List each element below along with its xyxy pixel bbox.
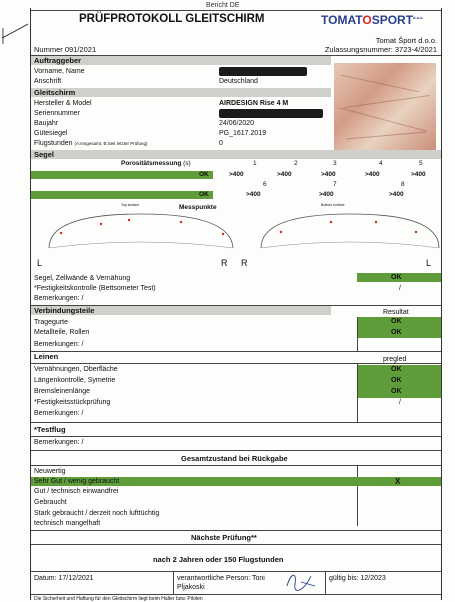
messpunkte-label: Messpunkte xyxy=(179,204,217,211)
label-vorname-name: Vorname, Name xyxy=(34,68,85,75)
porositaet-label xyxy=(121,161,191,168)
value-metallteile: OK xyxy=(391,329,402,336)
measure-number-8: 8 xyxy=(401,181,405,188)
brand-part-2: O xyxy=(362,13,372,27)
diagram-label-l-left: L xyxy=(37,258,43,268)
redacted-serial xyxy=(219,109,323,118)
page-title: PRÜFPROTOKOLL GLEITSCHIRM xyxy=(79,13,265,25)
section-leinen: Leinen xyxy=(34,352,59,361)
brand-part-1: TOMAT xyxy=(321,13,363,27)
value-festigkeitsstueck: / xyxy=(399,399,401,406)
diagram-label-r-2: R xyxy=(241,258,248,268)
section-naechste-pruefung: Nächste Prüfung** xyxy=(191,533,257,542)
measure-value-7: >400 xyxy=(319,191,334,198)
section-gesamtzustand: Gesamtzustand bei Rückgabe xyxy=(181,454,288,463)
top-surface-label: Top surface xyxy=(121,203,140,207)
value-tragegurte: OK xyxy=(391,318,402,325)
segel-bemerkungen: Bemerkungen: / xyxy=(34,295,84,302)
label-flugstunden xyxy=(34,140,148,147)
zustand-option-stark-gebraucht: Stark gebraucht / derzeit noch lufttüchtig xyxy=(34,510,160,517)
pen-stroke-mark xyxy=(0,18,30,46)
label-hersteller: Hersteller & Model xyxy=(34,100,92,107)
verantwortliche-person-label: verantwortliche Person: Toni xyxy=(177,575,265,582)
messpunkte-diagram xyxy=(31,208,441,270)
measure-number-1: 1 xyxy=(253,160,257,167)
value-vernaehnungen: OK xyxy=(391,366,402,373)
value-guetesiegel: PG_1617.2019 xyxy=(219,130,267,137)
label-festigkeitskontrolle: *Festigkeitskontrolle (Bettsometer Test) xyxy=(34,285,156,292)
zustand-mark-sehr-gut: X xyxy=(395,477,401,486)
datum: Datum: 17/12/2021 xyxy=(34,575,94,582)
protocol-number: Nummer 091/2021 xyxy=(34,45,97,54)
label-tragegurte: Tragegurte xyxy=(34,319,68,326)
testflug-bemerkungen: Bemerkungen: / xyxy=(34,439,84,446)
label-seriennummer: Seriennummer xyxy=(34,110,80,117)
label-segel-zellwaende: Segel, Zellwände & Vernähung xyxy=(34,275,131,282)
label-vernaehnungen: Vernähnungen, Oberfläche xyxy=(34,366,118,373)
naechste-pruefung-value: nach 2 Jahren oder 150 Flugstunden xyxy=(153,555,284,564)
porositaet-status-2: OK xyxy=(199,191,209,198)
measure-number-2: 2 xyxy=(294,160,298,167)
measure-value-1: >400 xyxy=(229,171,244,178)
value-bremsleinenlaenge: OK xyxy=(391,388,402,395)
brand-sup: d.o.o. xyxy=(413,15,424,20)
measure-value-5: >400 xyxy=(411,171,426,178)
label-metallteile: Metallteile, Rollen xyxy=(34,329,90,336)
verbindung-resultat-header: Resultat xyxy=(383,309,409,316)
measure-value-3: >400 xyxy=(321,171,336,178)
zustand-option-sehr-gut: Sehr Gut / wenig gebraucht xyxy=(34,478,120,485)
label-flugstunden-text: Flugstunden xyxy=(34,140,73,147)
zulassungsnummer: Zulassungsnummer: 3723-4/2021 xyxy=(324,45,437,54)
signature xyxy=(281,568,321,594)
leinen-bemerkungen: Bemerkungen: / xyxy=(34,410,84,417)
measure-value-8: >400 xyxy=(389,191,404,198)
porositaet-label-text: Porositätsmessung xyxy=(121,160,182,167)
value-laengenkontrolle: OK xyxy=(391,377,402,384)
value-segel-zellwaende: OK xyxy=(391,274,402,281)
section-auftraggeber: Auftraggeber xyxy=(34,56,82,65)
zustand-option-mangelhaft: technisch mangelhaft xyxy=(34,520,101,527)
measure-number-7: 7 xyxy=(333,181,337,188)
value-hersteller: AIRDESIGN Rise 4 M xyxy=(219,100,289,107)
section-segel: Segel xyxy=(34,150,55,159)
label-festigkeitsstueck: *Festigkeitsstückprüfung xyxy=(34,399,111,406)
value-anschrift: Deutschland xyxy=(219,78,258,85)
gueltig-bis: gültig bis: 12/2023 xyxy=(329,575,386,582)
brand-part-3: SPORT xyxy=(371,13,414,27)
label-flugstunden-sub: (A:Insgesamt, B:Seit letzter Prüfung) xyxy=(74,141,148,146)
measure-value-4: >400 xyxy=(365,171,380,178)
brand-logo xyxy=(321,13,424,27)
measure-number-3: 3 xyxy=(333,160,337,167)
section-verbindungsteile: Verbindungsteile xyxy=(34,306,95,315)
verbindung-bemerkungen: Bemerkungen: / xyxy=(34,341,84,348)
measure-number-4: 4 xyxy=(379,160,383,167)
section-testflug: *Testflug xyxy=(34,425,66,434)
label-anschrift: Anschrift xyxy=(34,78,62,85)
bottom-surface-label: Bottom surface xyxy=(321,203,345,207)
footer-note: Die Sicherheit und Haftung für den Gleitschirm liegt beim Halter bzw. Piloten xyxy=(34,596,203,602)
report-language-label: Bericht DE xyxy=(206,2,240,9)
measure-value-2: >400 xyxy=(277,171,292,178)
porositaet-status-1: OK xyxy=(199,171,209,178)
section-gleitschirm: Gleitschirm xyxy=(34,88,76,97)
porositaet-unit: (s) xyxy=(183,160,191,167)
verantwortliche-person-name: Pljakoski xyxy=(177,584,205,591)
label-bremsleinenlaenge: Bremsleinenlänge xyxy=(34,388,91,395)
company-name: Tomat Šport d.o.o. xyxy=(375,36,437,45)
label-laengenkontrolle: Längenkontrolle, Symetrie xyxy=(34,377,116,384)
measure-number-5: 5 xyxy=(419,160,423,167)
label-baujahr: Baujahr xyxy=(34,120,59,127)
zustand-option-gebraucht: Gebraucht xyxy=(34,499,67,506)
protocol-sheet xyxy=(30,8,442,600)
diagram-label-r-1: R xyxy=(221,258,228,268)
value-baujahr: 24/06/2020 xyxy=(219,120,255,127)
value-flugstunden: 0 xyxy=(219,140,223,147)
diagram-label-l-right: L xyxy=(426,258,432,268)
leinen-result-header: pregled xyxy=(383,356,407,363)
label-guetesiegel: Gütesiegel xyxy=(34,130,68,137)
zustand-option-gut: Gut / technisch einwandfrei xyxy=(34,488,119,495)
redacted-name xyxy=(219,67,307,76)
measure-number-6: 6 xyxy=(263,181,267,188)
paraglider-photo xyxy=(334,63,436,155)
zustand-option-neuwertig: Neuwertig xyxy=(34,468,66,475)
measure-value-6: >400 xyxy=(246,191,261,198)
value-festigkeitskontrolle: / xyxy=(399,285,401,292)
